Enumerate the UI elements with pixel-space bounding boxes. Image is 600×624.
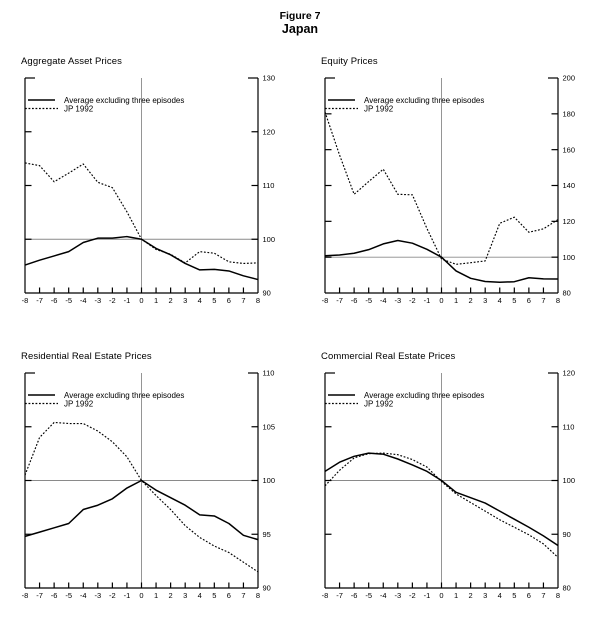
chart-commercial-real-estate-prices	[310, 350, 600, 612]
x-axis-tick-label: 8	[255, 296, 261, 305]
y-axis-tick-label: 100	[562, 476, 576, 486]
x-axis-tick-label: -5	[65, 591, 73, 600]
x-axis-tick-label: 2	[468, 591, 473, 600]
x-axis-tick-label: 3	[483, 296, 488, 305]
x-axis-tick-label: 1	[453, 591, 459, 600]
x-axis-tick-label: -3	[94, 591, 102, 600]
y-axis-tick-label: 90	[262, 288, 271, 298]
x-axis-tick-label: 6	[226, 591, 231, 600]
x-axis-tick-label: 0	[439, 296, 444, 305]
x-axis-tick-label: -4	[379, 591, 387, 600]
x-axis-tick-label: 8	[555, 296, 561, 305]
x-axis-tick-label: -1	[423, 296, 431, 305]
y-axis-tick-label: 80	[562, 583, 571, 593]
x-axis-tick-label: -7	[36, 591, 43, 600]
x-axis-tick-label: 2	[168, 296, 173, 305]
chart-canvas-equity-prices	[310, 55, 600, 317]
y-axis-tick-label: 120	[262, 127, 276, 137]
figure-header	[0, 11, 600, 36]
y-axis-tick-label: 100	[262, 476, 276, 486]
x-axis-tick-label: -1	[123, 591, 131, 600]
y-axis-tick-label: 130	[262, 73, 276, 83]
chart-title-residential-real-estate-prices: Residential Real Estate Prices	[21, 351, 152, 362]
y-axis-tick-label: 100	[562, 252, 576, 262]
x-axis-tick-label: 2	[168, 591, 173, 600]
y-axis-tick-label: 80	[562, 288, 571, 298]
x-axis-tick-label: 5	[212, 296, 217, 305]
x-axis-tick-label: 7	[241, 591, 246, 600]
x-axis-tick-label: -6	[50, 591, 58, 600]
x-axis-tick-label: 3	[483, 591, 488, 600]
x-axis-tick-label: -6	[50, 296, 58, 305]
y-axis-tick-label: 120	[562, 216, 576, 226]
chart-canvas-commercial-real-estate-prices	[310, 350, 600, 612]
x-axis-tick-label: -5	[365, 591, 373, 600]
x-axis-tick-label: 2	[468, 296, 473, 305]
x-axis-tick-label: 5	[512, 591, 517, 600]
x-axis-tick-label: -4	[79, 591, 87, 600]
x-axis-tick-label: 4	[497, 591, 502, 600]
x-axis-tick-label: -6	[350, 591, 358, 600]
x-axis-tick-label: 1	[153, 591, 159, 600]
x-axis-tick-label: 4	[197, 591, 202, 600]
x-axis-tick-label: 5	[212, 591, 217, 600]
legend-label-average: Average excluding three episodes	[64, 95, 185, 105]
x-axis-tick-label: 8	[555, 591, 561, 600]
x-axis-tick-label: 0	[439, 591, 444, 600]
x-axis-tick-label: -3	[94, 296, 102, 305]
x-axis-tick-label: -8	[321, 296, 329, 305]
chart-residential-real-estate-prices	[10, 350, 300, 612]
chart-title-commercial-real-estate-prices: Commercial Real Estate Prices	[321, 351, 456, 362]
chart-canvas-aggregate-asset-prices	[10, 55, 300, 317]
y-axis-tick-label: 180	[562, 109, 576, 119]
x-axis-tick-label: -1	[123, 296, 131, 305]
y-axis-tick-label: 110	[262, 368, 275, 378]
x-axis-tick-label: 3	[183, 591, 188, 600]
chart-title-equity-prices: Equity Prices	[321, 56, 378, 67]
x-axis-tick-label: -3	[394, 296, 402, 305]
x-axis-tick-label: 8	[255, 591, 261, 600]
chart-title-aggregate-asset-prices: Aggregate Asset Prices	[21, 56, 122, 67]
chart-canvas-residential-real-estate-prices	[10, 350, 300, 612]
y-axis-tick-label: 110	[262, 181, 275, 191]
x-axis-tick-label: 7	[241, 296, 246, 305]
x-axis-tick-label: -4	[379, 296, 387, 305]
x-axis-tick-label: -3	[394, 591, 402, 600]
y-axis-tick-label: 90	[562, 529, 571, 539]
x-axis-tick-label: -2	[409, 591, 416, 600]
x-axis-tick-label: 6	[526, 591, 531, 600]
x-axis-tick-label: 0	[139, 296, 144, 305]
legend-label-jp-1992: JP 1992	[64, 399, 94, 409]
x-axis-tick-label: -7	[336, 591, 343, 600]
legend-label-jp-1992: JP 1992	[64, 104, 94, 114]
x-axis-tick-label: -2	[109, 591, 116, 600]
legend-label-jp-1992: JP 1992	[364, 399, 394, 409]
x-axis-tick-label: 7	[541, 296, 546, 305]
figure-number: Figure 7	[279, 10, 321, 22]
chart-equity-prices	[310, 55, 600, 317]
chart-aggregate-asset-prices	[10, 55, 300, 317]
y-axis-tick-label: 110	[562, 422, 575, 432]
x-axis-tick-label: 1	[153, 296, 159, 305]
y-axis-tick-label: 105	[262, 422, 276, 432]
x-axis-tick-label: -8	[321, 591, 329, 600]
x-axis-tick-label: 6	[526, 296, 531, 305]
x-axis-tick-label: 4	[197, 296, 202, 305]
x-axis-tick-label: -4	[79, 296, 87, 305]
figure-title: Japan	[281, 21, 319, 36]
x-axis-tick-label: 3	[183, 296, 188, 305]
y-axis-tick-label: 160	[562, 145, 576, 155]
x-axis-tick-label: -2	[409, 296, 416, 305]
x-axis-tick-label: -5	[65, 296, 73, 305]
x-axis-tick-label: 5	[512, 296, 517, 305]
legend-label-average: Average excluding three episodes	[364, 95, 485, 105]
y-axis-tick-label: 90	[262, 583, 271, 593]
x-axis-tick-label: 7	[541, 591, 546, 600]
y-axis-tick-label: 100	[262, 234, 276, 244]
x-axis-tick-label: -1	[423, 591, 431, 600]
x-axis-tick-label: -6	[350, 296, 358, 305]
x-axis-tick-label: -5	[365, 296, 373, 305]
legend-label-average: Average excluding three episodes	[64, 390, 185, 400]
x-axis-tick-label: 6	[226, 296, 231, 305]
x-axis-tick-label: -7	[36, 296, 43, 305]
x-axis-tick-label: 0	[139, 591, 144, 600]
legend-label-jp-1992: JP 1992	[364, 104, 394, 114]
y-axis-tick-label: 200	[562, 73, 576, 83]
x-axis-tick-label: -8	[21, 591, 29, 600]
y-axis-tick-label: 95	[262, 529, 271, 539]
legend-label-average: Average excluding three episodes	[364, 390, 485, 400]
x-axis-tick-label: -8	[21, 296, 29, 305]
x-axis-tick-label: 1	[453, 296, 459, 305]
x-axis-tick-label: -2	[109, 296, 116, 305]
y-axis-tick-label: 120	[562, 368, 576, 378]
y-axis-tick-label: 140	[562, 181, 576, 191]
x-axis-tick-label: 4	[497, 296, 502, 305]
x-axis-tick-label: -7	[336, 296, 343, 305]
